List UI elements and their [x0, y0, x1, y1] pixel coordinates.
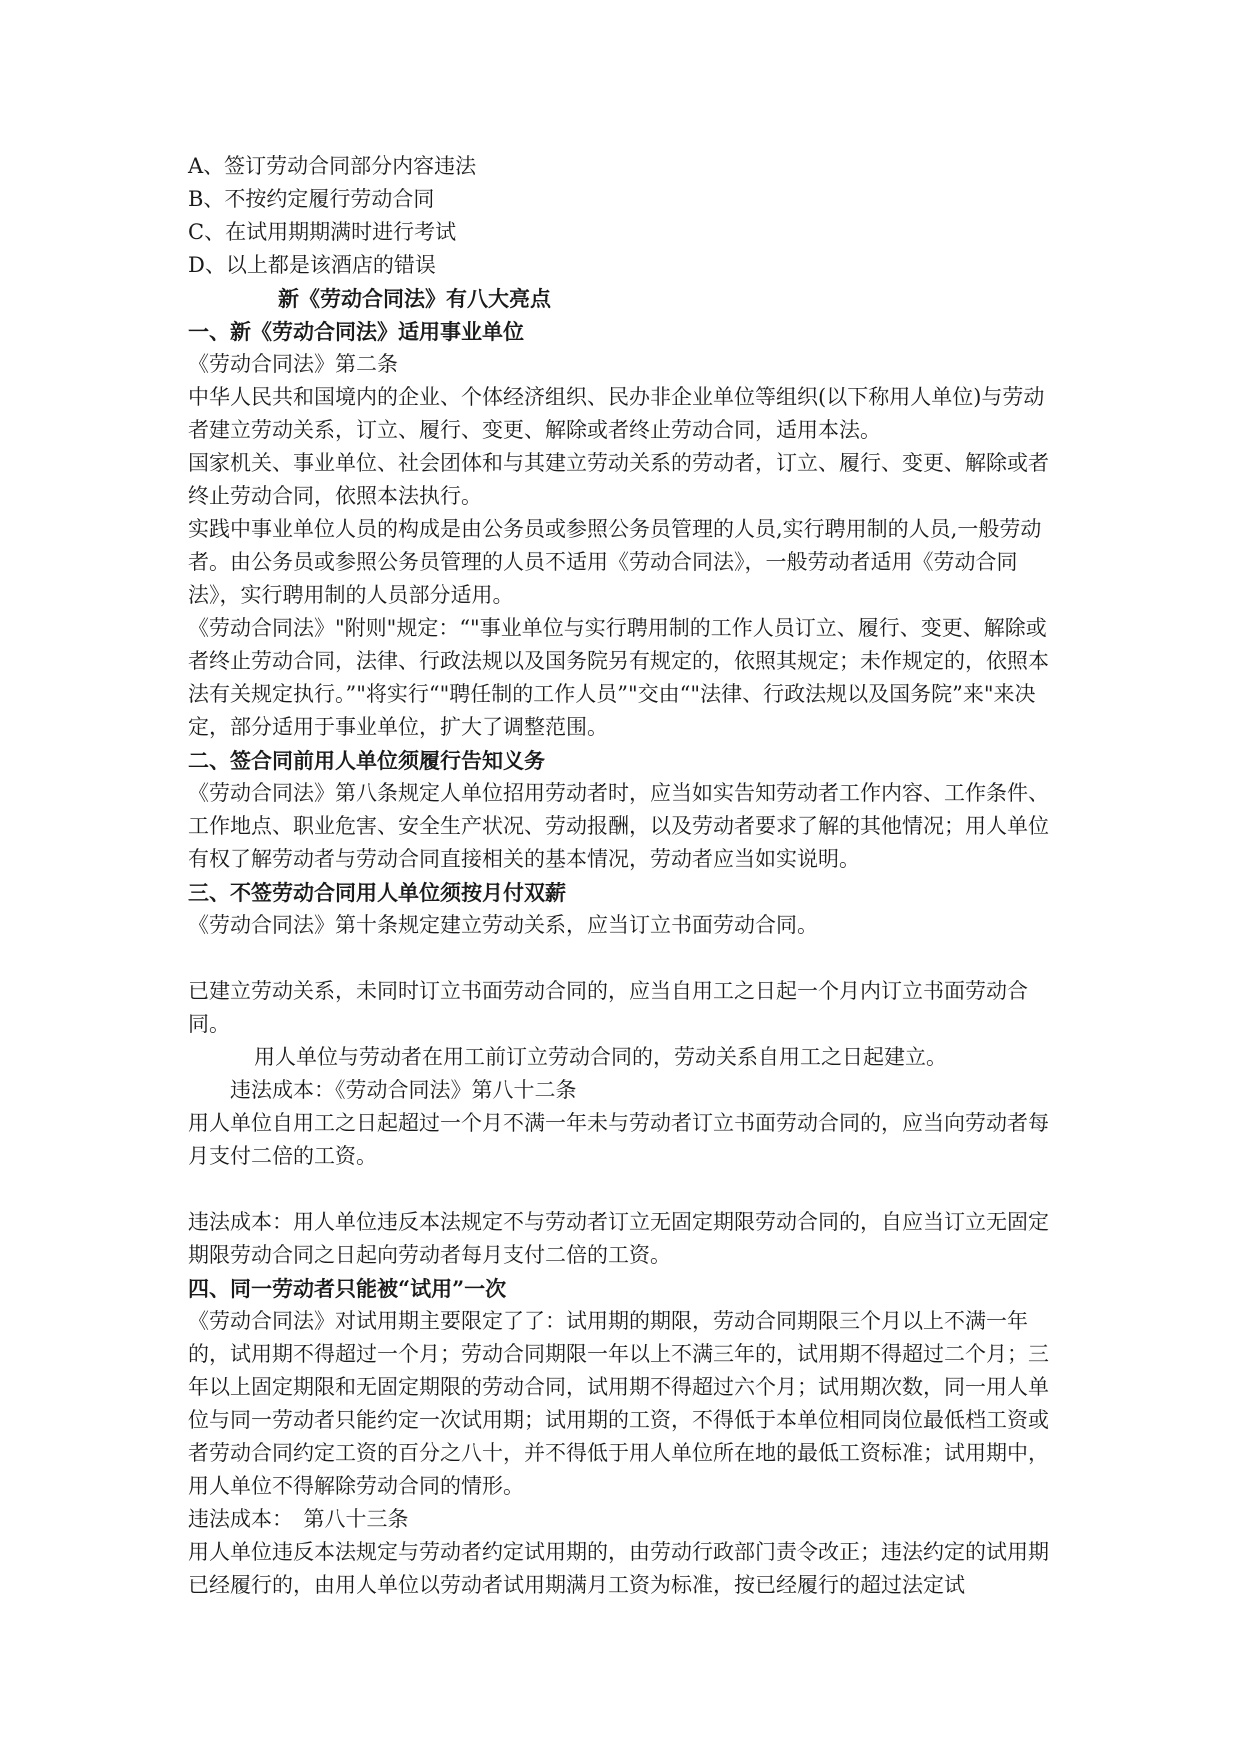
option-b: B、不按约定履行劳动合同	[188, 187, 435, 211]
section-1-paragraph-1: 中华人民共和国境内的企业、个体经济组织、民办非企业单位等组织(以下称用人单位)与劳动者建立劳动关系，订立、履行、变更、解除或者终止劳动合同，适用本法。	[188, 385, 1045, 442]
section-4-paragraph-2: 用人单位违反本法规定与劳动者约定试用期的，由劳动行政部门责令改正；违法约定的试用期已经履行的，由用人单位以劳动者试用期满月工资为标准，按已经履行的超过法定试	[188, 1540, 1049, 1597]
option-a: A、签订劳动合同部分内容违法	[188, 154, 477, 178]
section-2-paragraph-1: 《劳动合同法》第八条规定人单位招用劳动者时，应当如实告知劳动者工作内容、工作条件、工作地点、职业危害、安全生产状况、劳动报酬，以及劳动者要求了解的其他情况；用人单位有权了解劳动者与劳动合同直接相关的基本情况，劳动者应当如实说明。	[188, 781, 1049, 871]
section-4-paragraph-1: 《劳动合同法》对试用期主要限定了了：试用期的期限，劳动合同期限三个月以上不满一年的，试用期不得超过一个月；劳动合同期限一年以上不满三年的，试用期不得超过二个月；三年以上固定期限和无固定期限的劳动合同，试用期不得超过六个月；试用期次数，同一用人单位与同一劳动者只能约定一次试用期；试用期的工资，不得低于本单位相同岗位最低档工资或者劳动合同约定工资的百分之八十，并不得低于用人单位所在地的最低工资标准；试用期中，用人单位不得解除劳动合同的情形。	[188, 1309, 1049, 1498]
section-1-heading: 一、新《劳动合同法》适用事业单位	[188, 319, 524, 344]
section-1-paragraph-2: 国家机关、事业单位、社会团体和与其建立劳动关系的劳动者，订立、履行、变更、解除或者终止劳动合同，依照本法执行。	[188, 451, 1049, 508]
document-page	[188, 150, 1058, 1602]
section-1-paragraph-4: 《劳动合同法》"附则"规定：“"事业单位与实行聘用制的工作人员订立、履行、变更、解除或者终止劳动合同，法律、行政法规以及国务院另有规定的，依照其规定；未作规定的，依照本法有关规定执行。”"将实行“"聘任制的工作人员”"交由“"法律、行政法规以及国务院”来"来决定，部分适用于事业单位，扩大了调整范围。	[188, 616, 1049, 739]
section-4-cost-reference: 违法成本： 第八十三条	[188, 1507, 409, 1531]
blank-line	[188, 942, 1058, 975]
document-title: 新《劳动合同法》有八大亮点	[278, 286, 551, 311]
section-3-paragraph-1: 已建立劳动关系，未同时订立书面劳动合同的，应当自用工之日起一个月内订立书面劳动合同。	[188, 979, 1028, 1036]
option-c: C、在试用期期满时进行考试	[188, 220, 457, 244]
section-3-paragraph-2: 用人单位与劳动者在用工前订立劳动合同的，劳动关系自用工之日起建立。	[254, 1045, 947, 1069]
section-3-heading: 三、不签劳动合同用人单位须按月付双薪	[188, 880, 566, 905]
section-3-paragraph-3: 用人单位自用工之日起超过一个月不满一年未与劳动者订立书面劳动合同的，应当向劳动者每月支付二倍的工资。	[188, 1111, 1049, 1168]
option-d: D、以上都是该酒店的错误	[188, 253, 436, 277]
section-2-heading: 二、签合同前用人单位须履行告知义务	[188, 748, 545, 773]
section-1-reference: 《劳动合同法》第二条	[188, 352, 398, 376]
section-3-paragraph-4: 违法成本：用人单位违反本法规定不与劳动者订立无固定期限劳动合同的，自应当订立无固定期限劳动合同之日起向劳动者每月支付二倍的工资。	[188, 1210, 1049, 1267]
section-3-cost-reference: 违法成本：《劳动合同法》第八十二条	[230, 1078, 577, 1102]
section-3-reference: 《劳动合同法》第十条规定建立劳动关系，应当订立书面劳动合同。	[188, 913, 818, 937]
section-1-paragraph-3: 实践中事业单位人员的构成是由公务员或参照公务员管理的人员,实行聘用制的人员,一般劳动者。由公务员或参照公务员管理的人员不适用《劳动合同法》，一般劳动者适用《劳动合同法》，实行聘用制的人员部分适用。	[188, 517, 1042, 607]
section-4-heading: 四、同一劳动者只能被“试用”一次	[188, 1276, 507, 1301]
blank-line	[188, 1173, 1058, 1206]
